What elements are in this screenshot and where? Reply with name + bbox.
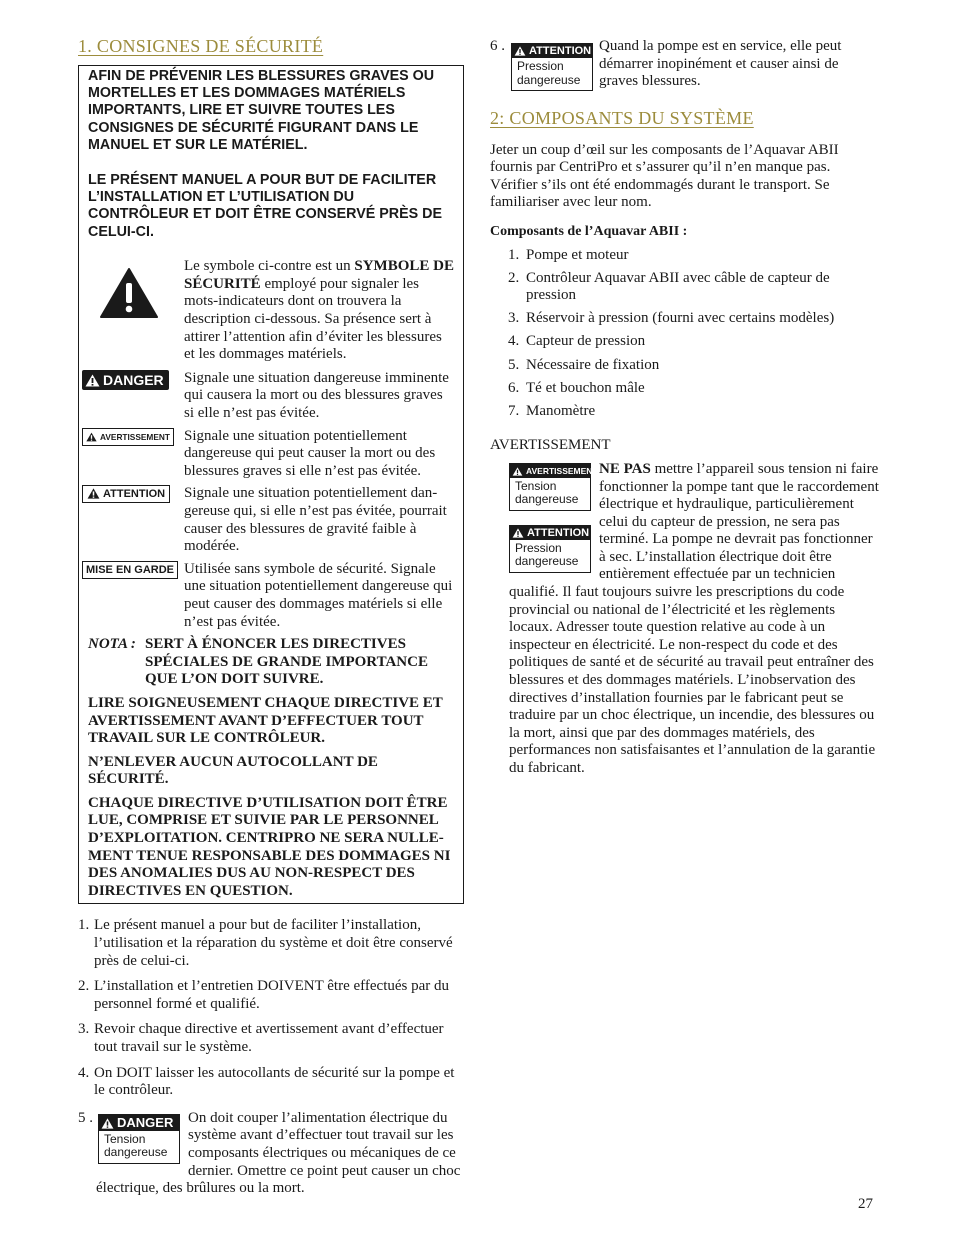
box-para-1: LIRE SOIGNEUSEMENT CHAQUE DIRECTIVE ET AVERTISSEMENT AVANT D’EFFECTUER TOUT TRAVAIL SUR LE CONTRÔLEUR.: [88, 694, 443, 747]
warning-text: NE PAS mettre l’appareil sous tension ni faire fonctionner la pompe tant que le raccordement électrique et hydraulique, particulièrement celui du capteur de pression, ne sera pas terminé. La pompe ne devrait pas fonctionner à sec. L’installation électrique doit être entièrement effectuée par un technicien qualifié. Il faut toujours suivre les prescriptions du code provincial ou national de l’électricité et les règlements locaux. Adresser toute question relative au code à un inspecteur en électricité. Le non-respect du code et des politiques de santé et de sécurité au travail peut entraîner des blessures et des dommages matériels. L’inobservation des directives d’installation fournies par le fabricant peut se traduire par un choc électrique, un incendie, des blessures ou la mort, ainsi que par des dommages matériels, des performances non satisfaisantes et l’annulation de la garantie du fabricant.: [509, 460, 879, 776]
item6-text: Quand la pompe est en service, elle peut démarrer inopinément et causer ainsi de graves blessures.: [599, 38, 842, 90]
list-item: 3. Revoir chaque directive et avertissement avant d’effectuer tout travail sur le système.: [78, 1021, 444, 1055]
warning-triangle-icon: [101, 1118, 114, 1129]
warning-triangle-icon: [86, 432, 97, 442]
avertissement-label: AVERTISSEMENT: [82, 428, 174, 446]
signal-warning-row: [88, 428, 454, 481]
signal-caution-row: [88, 485, 454, 555]
list-item-6: 6 . ATTENTION Pression dangereuse Quand la pompe est en service, elle peut démarrer inopinément et causer ainsi de graves blessures.: [490, 38, 880, 96]
list-item-5: 5 . DANGER Tension dangereuse On doit couper l’alimentation électrique du système avant d’effectuer tout travail sur les composants électriques ou mécaniques de ce dernier. Omettre ce point peut causer un choc électrique, des brûlures ou la mort.: [78, 1110, 464, 1198]
attention-pressure-label: ATTENTION Pression dangereuse: [511, 43, 593, 91]
item5-text: On doit couper l’alimentation électrique du système avant d’effectuer tout travail sur les composants électriques ou mécaniques de ce dernier. Omettre ce point peut causer un choc électrique, des brûlures ou la mort.: [96, 1109, 461, 1197]
right-column: [490, 38, 880, 778]
signal-notice-text: Utilisée sans symbole de sécurité. Signale une situation potentiellement dangereuse qui peut causer des dommages matériels si elle n’est pas évitée.: [184, 560, 453, 630]
components-heading: Composants de l’Aquavar ABII :: [490, 223, 688, 239]
warning-triangle-icon: [85, 374, 100, 387]
warning-labels: [509, 463, 598, 573]
components-list: [490, 247, 880, 421]
list-item: 7. Manomètre: [508, 402, 596, 419]
safety-symbol-row: [88, 258, 454, 364]
section-1-title: 1. CONSIGNES DE SÉCURITÉ: [78, 36, 324, 56]
nota-text: SERT À ÉNONCER LES DIRECTIVES SPÉCIALES DE GRANDE IMPORTANCE QUE L’ON DOIT SUIVRE.: [145, 636, 428, 688]
box-para-3: CHAQUE DIRECTIVE D’UTILISATION DOIT ÊTRE LUE, COMPRISE ET SUIVIE PAR LE PERSONNEL D’EXPLOITATION. CENTRIPRO NE SERA NULLEMENT TENUE RESPONSABLE DES DOMMAGES NI DES ANOMALIES DUS AU NON-RESPECT DES DIRECTIVES EN QUESTION.: [88, 794, 451, 899]
list-item: 2. L’installation et l’entretien DOIVENT être effectués par du personnel formé et qualifié.: [78, 978, 450, 1012]
list-item: 1. Pompe et moteur: [508, 246, 629, 263]
left-column: [78, 38, 464, 1198]
warning-heading: AVERTISSEMENT: [490, 437, 611, 454]
section-2-intro: Jeter un coup d’œil sur les composants de l’Aquavar ABII fournis par CentriPro et s’assurer qu’il n’en manque pas. Vérifier s’ils ont été endommagés durant le transport. Se familiariser avec leur nom.: [490, 141, 839, 211]
list-item: 5. Nécessaire de fixation: [508, 356, 660, 373]
warning-triangle-icon: [512, 528, 524, 538]
signal-caution-text: Signale une situation potentiellement dangereuse qui, si elle n’est pas évitée, pourrait causer des blessures de gravité faible à modérée.: [184, 485, 447, 555]
avertissement-voltage-label: AVERTISSEMENT Tension dangereuse: [509, 463, 591, 511]
list-item: 3. Réservoir à pression (fourni avec certains modèles): [508, 310, 835, 327]
safety-symbol-text: Le symbole ci-contre est un SYMBOLE DE SÉCURITÉ employé pour signaler les mots-indicateurs dont on trouvera la description ci-dessous. Sa présence sert à attirer l’attention afin d’éviter les blessures et les dommages matériels.: [184, 258, 454, 363]
box-para-2: N’ENLEVER AUCUN AUTOCOLLANT DE SÉCURITÉ.: [88, 753, 378, 788]
box-intro-2: LE PRÉSENT MANUEL A POUR BUT DE FACILITER L’INSTALLATION ET L’UTILISATION DU CONTRÔLEUR ET DOIT ÊTRE CONSERVÉ PRÈS DE CELUI-CI.: [88, 171, 443, 240]
signal-danger-row: [88, 370, 454, 423]
list-item: 2. Contrôleur Aquavar ABII avec câble de capteur de pression: [508, 269, 830, 304]
mise-en-garde-label: MISE EN GARDE: [82, 561, 178, 579]
warning-triangle-icon: [512, 467, 523, 476]
safety-alert-icon: [99, 267, 159, 319]
list-item: 4. Capteur de pression: [508, 333, 646, 350]
danger-voltage-label: DANGER Tension dangereuse: [98, 1114, 180, 1164]
warning-block: [490, 461, 880, 778]
safety-box: [78, 65, 464, 905]
warning-triangle-icon: [87, 488, 100, 499]
attention-pressure-label-2: ATTENTION Pression dangereuse: [509, 525, 591, 573]
signal-warning-text: Signale une situation potentiellement dangereuse qui peut causer la mort ou des blessures graves si elle n’est pas évitée.: [184, 427, 436, 479]
list-item: 4. On DOIT laisser les autocollants de sécurité sur la pompe et le contrôleur.: [78, 1064, 455, 1099]
attention-label: ATTENTION: [82, 485, 170, 503]
signal-danger-text: Signale une situation dangereuse imminente qui causera la mort ou des blessures graves si elle n’est pas évitée.: [184, 369, 449, 421]
page-number: 27: [858, 1196, 873, 1212]
box-intro-1: AFIN DE PRÉVENIR LES BLESSURES GRAVES OU MORTELLES ET LES DOMMAGES MATÉRIELS IMPORTANTS, LIRE ET SUIVRE TOUTES LES CONSIGNES DE SÉCURITÉ FIGURANT DANS LE MANUEL ET SUR LE MATÉRIEL.: [88, 67, 435, 154]
warning-triangle-icon: [514, 46, 526, 56]
nota-label: NOTA :: [88, 636, 136, 653]
list-item: 6. Té et bouchon mâle: [508, 379, 645, 396]
signal-notice-row: [88, 561, 454, 631]
nota-row: [88, 636, 454, 689]
section-2-title: 2: COMPOSANTS DU SYSTÈME: [490, 108, 754, 128]
danger-label: DANGER: [82, 370, 169, 390]
safety-list: [78, 917, 464, 1197]
list-item: 1. Le présent manuel a pour but de faciliter l’installation, l’utilisation et la réparation du système et doit être conservé près de celui-ci.: [78, 917, 453, 969]
